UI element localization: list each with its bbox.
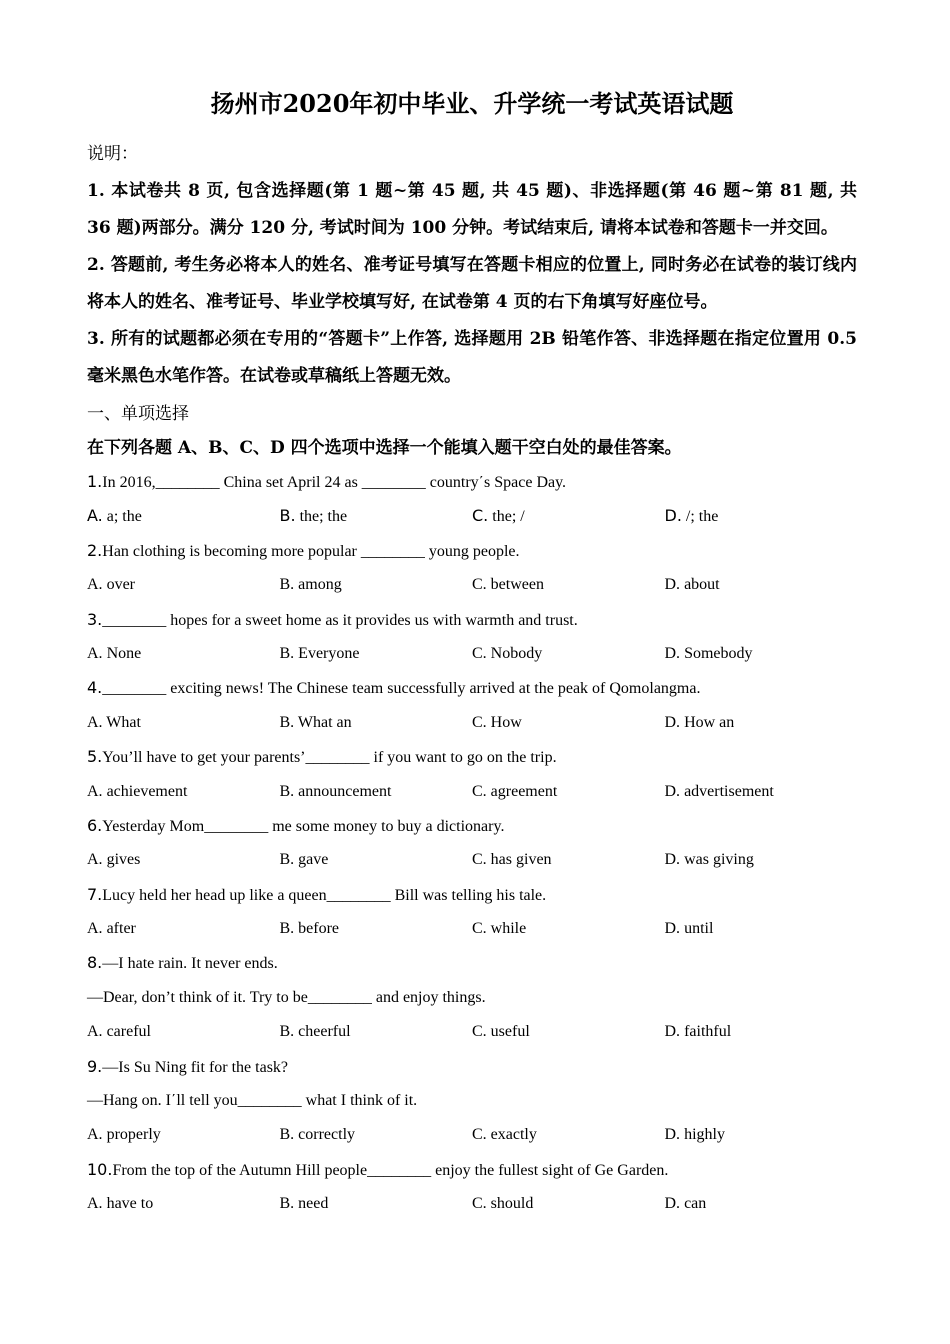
question-stem bbox=[87, 946, 857, 980]
question-text: ________ hopes for a sweet home as it provides us with warmth and trust. bbox=[102, 611, 578, 629]
question-dialogue-line bbox=[87, 1084, 857, 1118]
option-letter: B. bbox=[279, 1023, 295, 1041]
question-text: Yesterday Mom________ me some money to buy a dictionary. bbox=[102, 817, 505, 835]
section-description: 在下列各题 A、B、C、D 四个选项中选择一个能填入题干空白处的最佳答案。 bbox=[87, 438, 682, 458]
answer-option-b bbox=[280, 706, 473, 740]
option-text: faithful bbox=[680, 1023, 732, 1041]
option-letter: C. bbox=[472, 920, 487, 938]
question-text: —Is Su Ning fit for the task? bbox=[102, 1058, 289, 1076]
answer-option-b bbox=[280, 1118, 473, 1152]
answer-option-d bbox=[665, 1187, 858, 1221]
answer-option-d bbox=[665, 568, 858, 602]
option-text: What an bbox=[294, 713, 352, 731]
option-letter: D. bbox=[664, 851, 681, 869]
answer-option-c bbox=[472, 1118, 665, 1152]
question-stem bbox=[87, 603, 857, 637]
option-letter: D. bbox=[664, 1126, 681, 1144]
question-text: —Hang on. I΄ll tell you________ what I think of it. bbox=[87, 1092, 418, 1110]
answer-option-a bbox=[87, 568, 280, 602]
option-letter: C. bbox=[472, 851, 487, 869]
answer-options bbox=[87, 775, 857, 809]
answer-option-d bbox=[665, 843, 858, 877]
option-letter: C. bbox=[472, 576, 487, 594]
question-number: 9. bbox=[87, 1056, 103, 1076]
option-letter: C. bbox=[472, 713, 487, 731]
option-letter: A. bbox=[87, 851, 103, 869]
answer-options bbox=[87, 568, 857, 602]
option-text: gives bbox=[102, 851, 141, 869]
option-text: Everyone bbox=[294, 644, 360, 662]
answer-options bbox=[87, 706, 857, 740]
option-text: over bbox=[102, 576, 135, 594]
question-text: From the top of the Autumn Hill people________ enjoy the fullest sight of Ge Garden. bbox=[112, 1161, 669, 1179]
option-text: about bbox=[680, 576, 720, 594]
option-text: /; the bbox=[681, 508, 719, 526]
question-number: 3. bbox=[87, 609, 103, 629]
option-letter: C. bbox=[472, 644, 487, 662]
option-text: useful bbox=[486, 1023, 530, 1041]
question-dialogue-line bbox=[87, 981, 857, 1015]
option-text: among bbox=[294, 576, 342, 594]
question-stem bbox=[87, 465, 857, 499]
option-text: after bbox=[102, 920, 136, 938]
page-title: 扬州市2020年初中毕业、升学统一考试英语试题 bbox=[210, 89, 734, 118]
option-letter: A. bbox=[87, 920, 103, 938]
question-number: 10. bbox=[87, 1159, 113, 1179]
option-text: have to bbox=[102, 1195, 154, 1213]
question-number: 8. bbox=[87, 953, 103, 973]
question-text: Han clothing is becoming more popular ________ young people. bbox=[102, 542, 520, 560]
option-letter: C. bbox=[472, 506, 489, 526]
answer-option-c bbox=[472, 775, 665, 809]
question-number: 5. bbox=[87, 747, 103, 767]
option-text: before bbox=[294, 920, 340, 938]
answer-option-b bbox=[280, 499, 473, 533]
question-stem bbox=[87, 1050, 857, 1084]
option-letter: A. bbox=[87, 1023, 103, 1041]
answer-option-b bbox=[280, 1187, 473, 1221]
option-letter: A. bbox=[87, 644, 103, 662]
option-text: announcement bbox=[294, 782, 392, 800]
option-letter: A. bbox=[87, 506, 103, 526]
answer-option-b bbox=[280, 637, 473, 671]
answer-options bbox=[87, 1118, 857, 1152]
answer-option-d bbox=[665, 1015, 858, 1049]
option-letter: A. bbox=[87, 782, 103, 800]
option-text: None bbox=[102, 644, 142, 662]
answer-option-c bbox=[472, 499, 665, 533]
option-text: while bbox=[486, 920, 527, 938]
option-letter: A. bbox=[87, 1126, 103, 1144]
option-letter: C. bbox=[472, 1195, 487, 1213]
answer-option-a bbox=[87, 637, 280, 671]
option-letter: B. bbox=[279, 1195, 295, 1213]
answer-option-c bbox=[472, 843, 665, 877]
option-text: correctly bbox=[294, 1126, 356, 1144]
option-text: achievement bbox=[102, 782, 188, 800]
question-text: Lucy held her head up like a queen________ Bill was telling his tale. bbox=[102, 886, 547, 904]
question-text: —I hate rain. It never ends. bbox=[102, 955, 278, 973]
option-text: need bbox=[294, 1195, 329, 1213]
answer-option-d bbox=[665, 912, 858, 946]
option-text: has given bbox=[486, 851, 552, 869]
option-letter: D. bbox=[664, 644, 681, 662]
option-text: How an bbox=[680, 713, 735, 731]
answer-options bbox=[87, 637, 857, 671]
instructions-heading: 说明： bbox=[87, 144, 138, 164]
answer-option-a bbox=[87, 843, 280, 877]
option-text: the; / bbox=[488, 508, 525, 526]
option-letter: B. bbox=[279, 920, 295, 938]
option-letter: C. bbox=[472, 1023, 487, 1041]
option-text: cheerful bbox=[294, 1023, 351, 1041]
answer-option-d bbox=[665, 499, 858, 533]
option-text: highly bbox=[680, 1126, 725, 1144]
question-stem bbox=[87, 740, 857, 774]
question-number: 1. bbox=[87, 472, 103, 491]
option-text: between bbox=[486, 576, 544, 594]
option-text: advertisement bbox=[680, 782, 774, 800]
instruction-item-2: 2. 答题前, 考生务必将本人的姓名、准考证号填写在答题卡相应的位置上, 同时务必在试卷的装订线内将本人的姓名、准考证号、毕业学校填写好, 在试卷第 4 页的右下角填写好座位号。 bbox=[87, 255, 857, 312]
option-letter: C. bbox=[472, 782, 487, 800]
option-letter: D. bbox=[664, 1023, 681, 1041]
option-letter: B. bbox=[279, 506, 296, 526]
option-text: properly bbox=[102, 1126, 161, 1144]
option-letter: C. bbox=[472, 1126, 487, 1144]
option-text: What bbox=[102, 713, 141, 731]
option-text: until bbox=[680, 920, 714, 938]
option-text: careful bbox=[102, 1023, 151, 1041]
option-letter: A. bbox=[87, 576, 103, 594]
answer-option-a bbox=[87, 775, 280, 809]
option-letter: B. bbox=[279, 713, 295, 731]
question-number: 2. bbox=[87, 540, 103, 560]
option-letter: B. bbox=[279, 576, 295, 594]
question-text: You’ll have to get your parents’________ if you want to go on the trip. bbox=[102, 749, 557, 767]
question-text: —Dear, don’t think of it. Try to be________ and enjoy things. bbox=[87, 988, 486, 1006]
answer-option-b bbox=[280, 912, 473, 946]
answer-options bbox=[87, 1015, 857, 1049]
option-text: gave bbox=[294, 851, 329, 869]
answer-option-a bbox=[87, 912, 280, 946]
answer-option-c bbox=[472, 1015, 665, 1049]
question-number: 6. bbox=[87, 815, 103, 835]
option-text: should bbox=[486, 1195, 534, 1213]
answer-option-c bbox=[472, 568, 665, 602]
question-list bbox=[87, 465, 857, 1222]
option-letter: A. bbox=[87, 1195, 103, 1213]
option-text: the; the bbox=[295, 508, 348, 526]
option-text: exactly bbox=[486, 1126, 537, 1144]
option-text: a; the bbox=[102, 508, 142, 526]
answer-option-b bbox=[280, 1015, 473, 1049]
option-text: Somebody bbox=[680, 644, 753, 662]
answer-option-b bbox=[280, 775, 473, 809]
option-letter: D. bbox=[664, 506, 682, 526]
option-text: How bbox=[486, 713, 522, 731]
option-letter: B. bbox=[279, 782, 295, 800]
option-text: was giving bbox=[680, 851, 754, 869]
answer-option-a bbox=[87, 499, 280, 533]
answer-option-d bbox=[665, 775, 858, 809]
option-letter: D. bbox=[664, 920, 681, 938]
question-number: 7. bbox=[87, 884, 103, 904]
answer-options bbox=[87, 1187, 857, 1221]
answer-option-a bbox=[87, 1015, 280, 1049]
answer-options bbox=[87, 912, 857, 946]
option-letter: D. bbox=[664, 1195, 681, 1213]
answer-option-a bbox=[87, 1187, 280, 1221]
answer-options bbox=[87, 843, 857, 877]
option-letter: D. bbox=[664, 782, 681, 800]
answer-option-c bbox=[472, 706, 665, 740]
option-letter: A. bbox=[87, 713, 103, 731]
instruction-item-3: 3. 所有的试题都必须在专用的“答题卡”上作答, 选择题用 2B 铅笔作答、非选择题在指定位置用 0.5 毫米黑色水笔作答。在试卷或草稿纸上答题无效。 bbox=[87, 329, 857, 386]
question-stem bbox=[87, 1153, 857, 1187]
answer-option-a bbox=[87, 1118, 280, 1152]
exam-page bbox=[87, 86, 857, 1222]
question-stem bbox=[87, 671, 857, 705]
answer-option-d bbox=[665, 637, 858, 671]
option-letter: B. bbox=[279, 644, 295, 662]
question-stem bbox=[87, 534, 857, 568]
question-stem bbox=[87, 809, 857, 843]
option-letter: D. bbox=[664, 713, 681, 731]
question-stem bbox=[87, 878, 857, 912]
answer-option-c bbox=[472, 912, 665, 946]
answer-option-b bbox=[280, 843, 473, 877]
answer-option-a bbox=[87, 706, 280, 740]
answer-options bbox=[87, 499, 857, 533]
section-title: 一、单项选择 bbox=[87, 404, 189, 424]
option-letter: D. bbox=[664, 576, 681, 594]
answer-option-c bbox=[472, 1187, 665, 1221]
instruction-item-1: 1. 本试卷共 8 页, 包含选择题(第 1 题~第 45 题, 共 45 题)、非选择题(第 46 题~第 81 题, 共 36 题)两部分。满分 120 分, 考试时间为 100 分钟。考试结束后, 请将本试卷和答题卡一并交回。 bbox=[87, 181, 857, 238]
answer-option-b bbox=[280, 568, 473, 602]
option-letter: B. bbox=[279, 851, 295, 869]
answer-option-d bbox=[665, 1118, 858, 1152]
option-letter: B. bbox=[279, 1126, 295, 1144]
question-text: In 2016,________ China set April 24 as ________ country΄s Space Day. bbox=[102, 474, 567, 491]
option-text: agreement bbox=[486, 782, 558, 800]
answer-option-d bbox=[665, 706, 858, 740]
option-text: Nobody bbox=[486, 644, 543, 662]
question-text: ________ exciting news! The Chinese team successfully arrived at the peak of Qomolangma. bbox=[102, 680, 701, 698]
answer-option-c bbox=[472, 637, 665, 671]
option-text: can bbox=[680, 1195, 707, 1213]
question-number: 4. bbox=[87, 678, 103, 698]
